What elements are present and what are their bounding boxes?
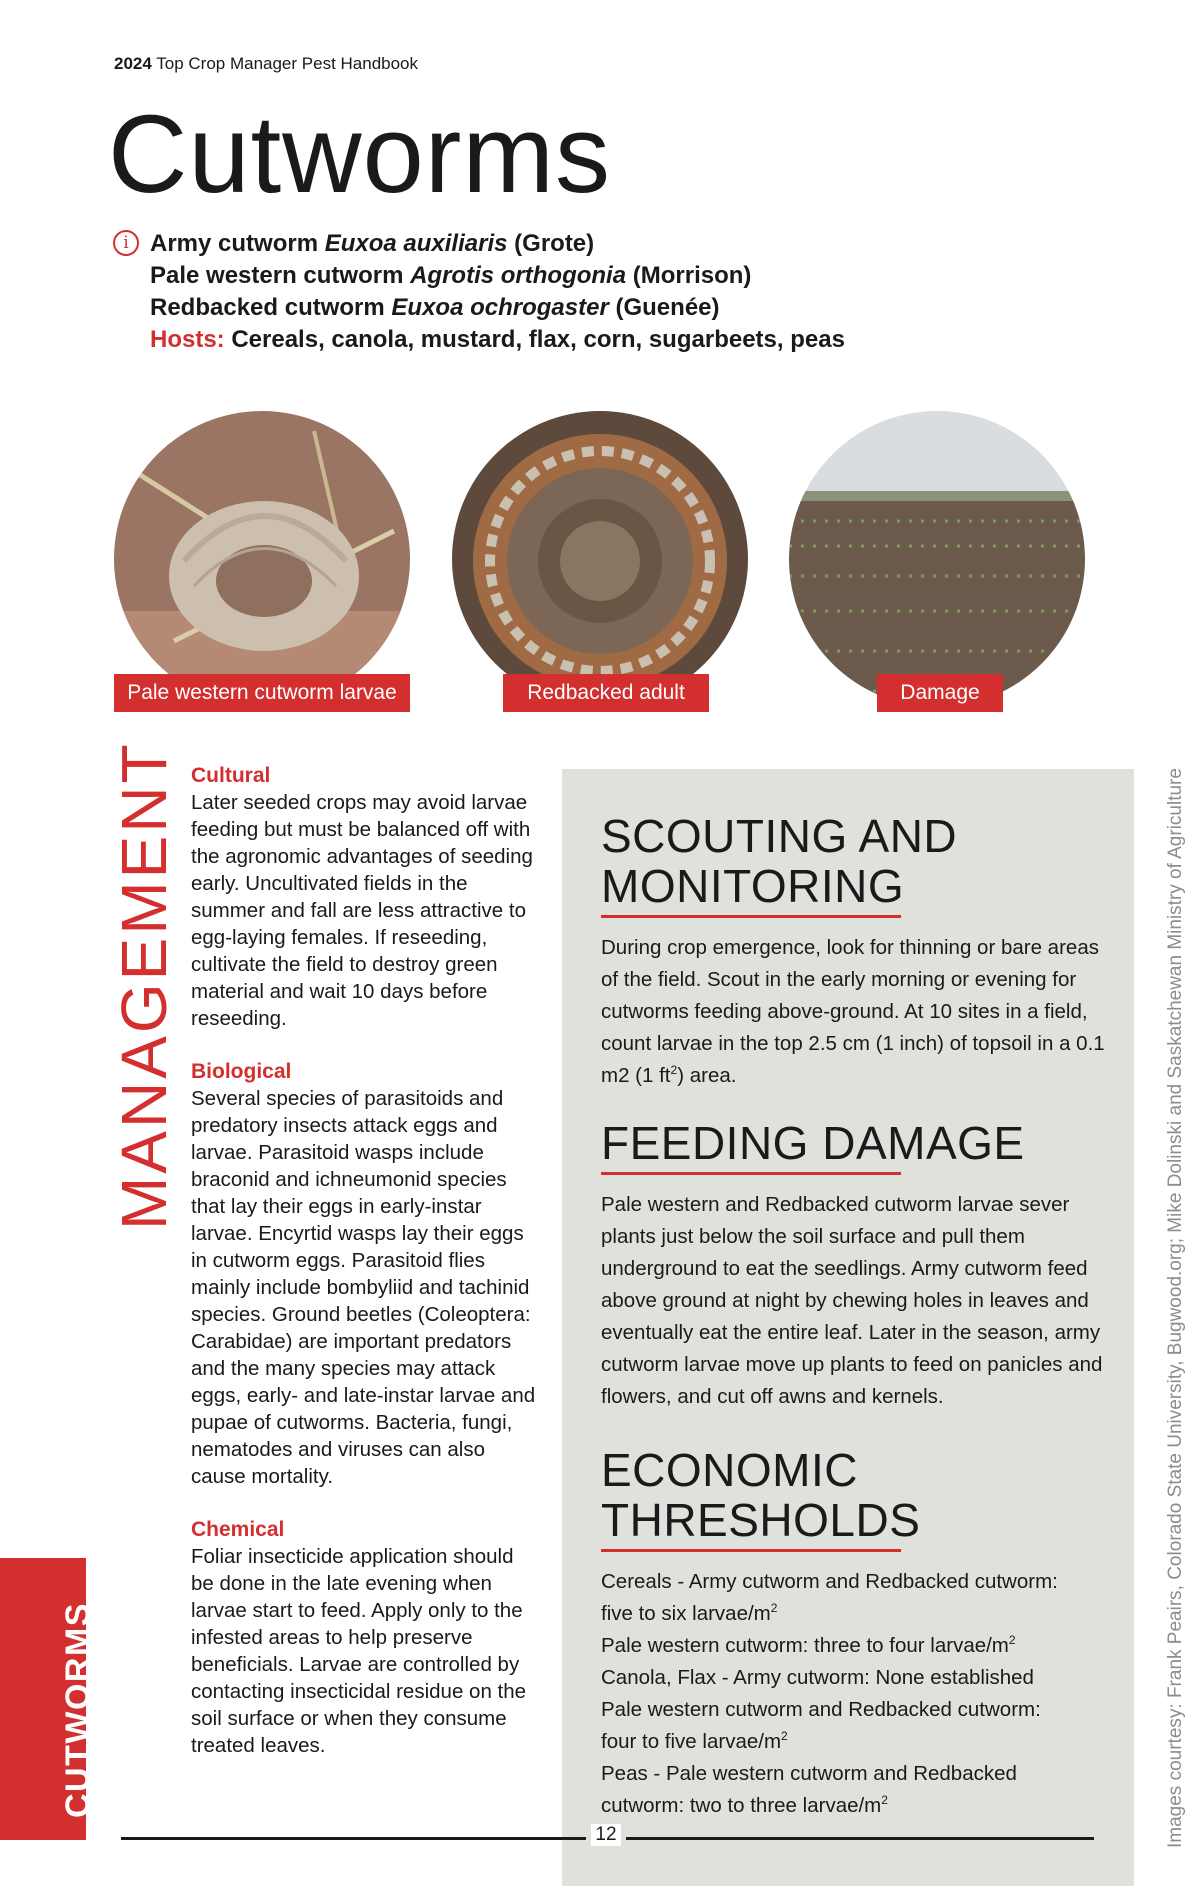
threshold-line: cutworm: two to three larvae/$m^2$ <box>601 1793 888 1817</box>
scouting-title: SCOUTING AND MONITORING <box>601 810 958 912</box>
species-block <box>150 228 845 356</box>
economic-list <box>601 1566 1119 1822</box>
scouting-underline <box>601 915 901 918</box>
caption-adult: Redbacked adult <box>503 674 709 712</box>
cultural-title: Cultural <box>191 764 271 787</box>
chemical-text: Foliar insecticide application should be done in the late evening when larvae start to feed. Apply only to the infested areas to help preserve beneficials. Larvae are controlled by contacting insecticidal residue on the soil surface or when they consume treated leaves. <box>191 1545 527 1757</box>
threshold-line: Pale western cutworm: three to four larvae/$m^2$ <box>601 1633 1016 1657</box>
handbook-line <box>114 54 418 74</box>
species-line: Army cutworm Euxoa auxiliaris (Grote) <box>150 230 595 257</box>
photo-damage <box>789 411 1085 707</box>
hosts-line <box>150 324 845 356</box>
feeding-text: Pale western and Redbacked cutworm larvae sever plants just below the soil surface and pull them underground to eat the seedlings. Army cutworm feed above ground at night by chewing holes in leaves and eventually eat the entire leaf. Later in the season, army cutworm larvae move up plants to feed on panicles and flowers, and cut off awns and kernels. <box>601 1193 1103 1408</box>
scouting-section <box>601 811 1111 1092</box>
threshold-line: Peas - Pale western cutworm and Redbacked <box>601 1762 1017 1785</box>
species-line: Pale western cutworm Agrotis orthogonia (Morrison) <box>150 262 752 289</box>
cultural-text: Later seeded crops may avoid larvae feeding but must be balanced off with the agronomic advantages of seeding early. Uncultivated fields in the summer and fall are less attractive to egg-laying females. If reseeding, cultivate the field to destroy green material and wait 10 days before reseeding. <box>191 791 533 1030</box>
scouting-text: During crop emergence, look for thinning or bare areas of the field. Scout in the early morning or evening for cutworms feeding above-ground. At 10 sites in a field, count larvae in the top 2.5 cm (1 inch) of topsoil in a 0.1 m2 (1 $ft^2$) area. <box>601 936 1105 1087</box>
footer-rule-left <box>121 1837 586 1840</box>
biological-title: Biological <box>191 1060 292 1083</box>
info-icon: i <box>113 230 139 256</box>
threshold-line: Pale western cutworm and Redbacked cutworm: <box>601 1698 1041 1721</box>
threshold-line: four to five larvae/$m^2$ <box>601 1729 788 1753</box>
feeding-underline <box>601 1172 901 1175</box>
handbook-year: 2024 <box>114 54 152 73</box>
threshold-line: Cereals - Army cutworm and Redbacked cutworm: <box>601 1570 1058 1593</box>
economic-underline <box>601 1549 901 1552</box>
photo-larvae <box>114 411 410 707</box>
feeding-section <box>601 1118 1119 1413</box>
management-heading: MANAGEMENT <box>108 741 180 1230</box>
footer-rule-right <box>626 1837 1094 1840</box>
threshold-line: five to six larvae/$m^2$ <box>601 1601 778 1625</box>
image-credit: Images courtesy: Frank Peairs, Colorado State University, Bugwood.org; Mike Dolinski and Saskatchewan Ministry of Agriculture <box>1165 768 1186 1848</box>
hosts-label: Hosts: <box>150 326 225 353</box>
photo-adult <box>452 411 748 707</box>
caption-damage: Damage <box>877 674 1003 712</box>
species-line: Redbacked cutworm Euxoa ochrogaster (Guenée) <box>150 294 720 321</box>
handbook-name: Top Crop Manager Pest Handbook <box>156 54 419 73</box>
chemical-title: Chemical <box>191 1518 285 1541</box>
info-panel <box>562 769 1134 1886</box>
threshold-line: Canola, Flax - Army cutworm: None established <box>601 1666 1034 1689</box>
caption-larvae: Pale western cutworm larvae <box>114 674 410 712</box>
page-number: 12 <box>591 1824 621 1846</box>
economic-title: ECONOMIC THRESHOLDS <box>601 1444 921 1546</box>
economic-section <box>601 1445 1119 1822</box>
page-title: Cutworms <box>108 93 612 216</box>
section-tab-label: CUTWORMS <box>59 1602 97 1818</box>
feeding-title: FEEDING DAMAGE <box>601 1117 1025 1169</box>
hosts-value: Cereals, canola, mustard, flax, corn, sugarbeets, peas <box>231 326 845 353</box>
management-column <box>191 762 541 1785</box>
biological-text: Several species of parasitoids and predatory insects attack eggs and larvae. Parasitoid wasps include braconid and ichneumonid species that lay their eggs in early-instar larvae. Encyrtid wasps lay their eggs in cutworm eggs. Parasitoid flies mainly include bombyliid and tachinid species. Ground beetles (Coleoptera: Carabidae) are important predators and the many species may attack eggs, early- and late-instar larvae and pupae of cutworms. Bacteria, fungi, nematodes and viruses can also cause mortality. <box>191 1087 536 1488</box>
